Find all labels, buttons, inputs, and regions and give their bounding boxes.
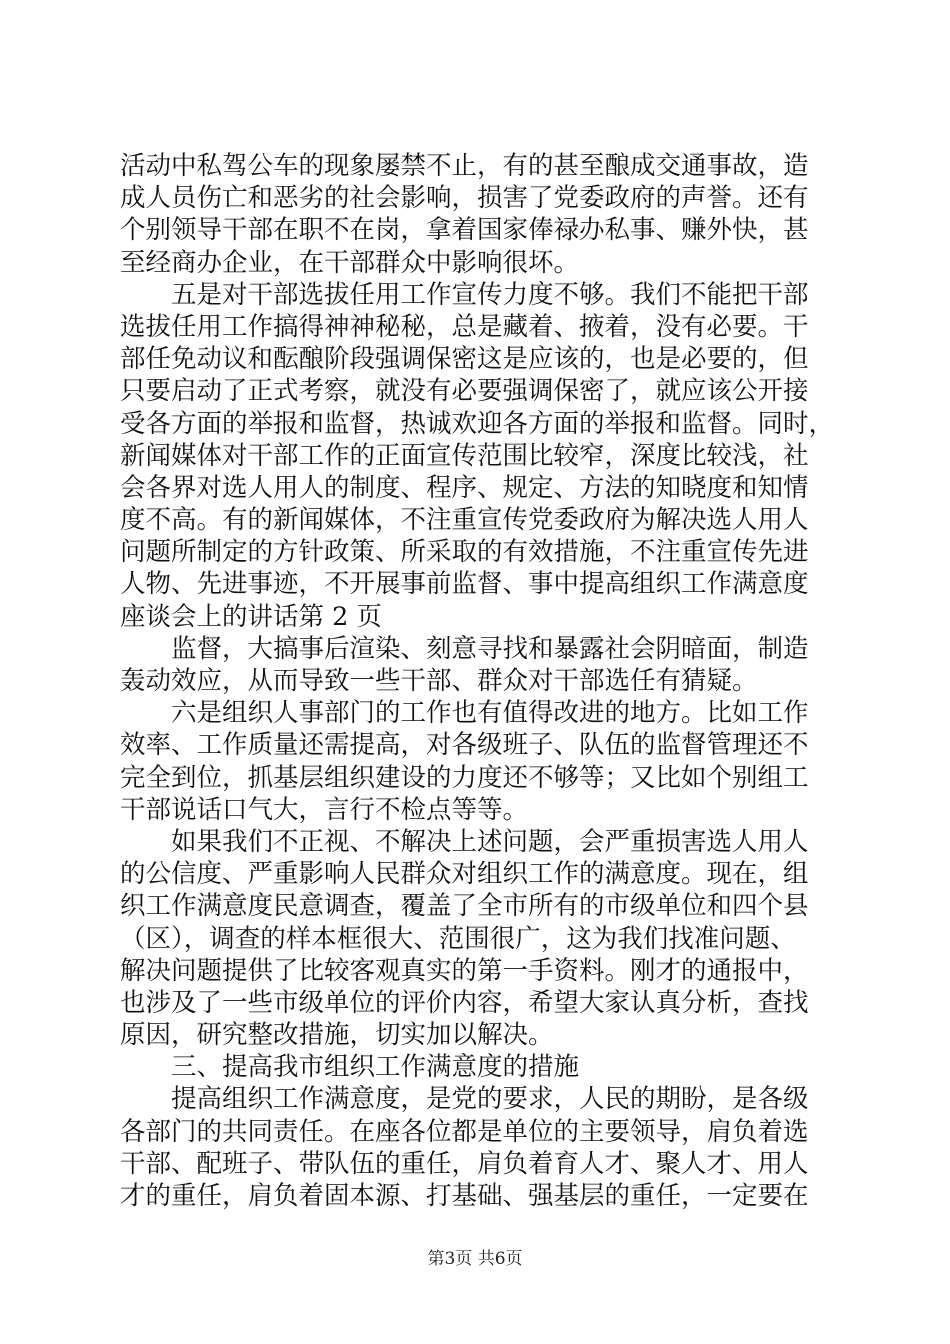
text-line: 选拔任用工作搞得神神秘秘，总是藏着、掖着，没有必要。干 xyxy=(120,311,809,342)
text-line: 个别领导干部在职不在岗，拿着国家俸禄办私事、赚外快，甚 xyxy=(120,215,809,246)
text-line: 问题所制定的方针政策、所采取的有效措施，不注重宣传先进 xyxy=(120,537,809,568)
text-line: 度不高。有的新闻媒体，不注重宣传党委政府为解决选人用人 xyxy=(120,505,809,536)
text-line: 受各方面的举报和监督，热诚欢迎各方面的举报和监督。同时， xyxy=(120,408,835,439)
text-line: 解决问题提供了比较客观真实的第一手资料。刚才的通报中， xyxy=(120,955,809,986)
document-body xyxy=(120,150,835,1212)
text-line: 效率、工作质量还需提高，对各级班子、队伍的监督管理还不 xyxy=(120,730,809,761)
text-line: 监督，大搞事后渲染、刻意寻找和暴露社会阴暗面，制造 xyxy=(120,633,809,664)
text-line: 会各界对选人用人的制度、程序、规定、方法的知晓度和知情 xyxy=(120,472,809,503)
text-line: 的公信度、严重影响人民群众对组织工作的满意度。现在，组 xyxy=(120,859,809,890)
text-line: 也涉及了一些市级单位的评价内容，希望大家认真分析，查找 xyxy=(120,987,809,1018)
text-line: 人物、先进事迹，不开展事前监督、事中提高组织工作满意度 xyxy=(120,569,809,600)
text-line: 新闻媒体对干部工作的正面宣传范围比较窄，深度比较浅，社 xyxy=(120,440,809,471)
text-line: 只要启动了正式考察，就没有必要强调保密了，就应该公开接 xyxy=(120,376,809,407)
text-line: 各部门的共同责任。在座各位都是单位的主要领导，肩负着选 xyxy=(120,1116,809,1147)
text-line: 提高组织工作满意度，是党的要求，人民的期盼，是各级 xyxy=(120,1084,809,1115)
text-line: 至经商办企业，在干部群众中影响很坏。 xyxy=(120,247,580,278)
text-line: 原因，研究整改措施，切实加以解决。 xyxy=(120,1020,554,1051)
text-line: 干部说话口气大，言行不检点等等。 xyxy=(120,794,529,825)
text-line: 活动中私驾公车的现象屡禁不止，有的甚至酿成交通事故，造 xyxy=(120,151,809,181)
text-line: 织工作满意度民意调查，覆盖了全市所有的市级单位和四个县 xyxy=(120,891,809,922)
text-line: 座谈会上的讲话第 2 页 xyxy=(120,601,382,632)
text-line: 部任免动议和酝酿阶段强调保密这是应该的，也是必要的，但 xyxy=(120,344,809,375)
page-footer: 第3页 共6页 xyxy=(427,1249,523,1269)
text-line: 六是组织人事部门的工作也有值得改进的地方。比如工作 xyxy=(120,698,809,729)
text-line: （区），调查的样本框很大、范围很广，这为我们找准问题、 xyxy=(120,923,796,954)
text-line: 三、提高我市组织工作满意度的措施 xyxy=(120,1052,580,1083)
text-line: 干部、配班子、带队伍的重任，肩负着育人才、聚人才、用人 xyxy=(120,1148,809,1179)
text-line: 完全到位，抓基层组织建设的力度还不够等；又比如个别组工 xyxy=(120,762,809,793)
text-line: 才的重任，肩负着固本源、打基础、强基层的重任，一定要在 xyxy=(120,1181,809,1211)
text-line: 成人员伤亡和恶劣的社会影响，损害了党委政府的声誉。还有 xyxy=(120,183,809,214)
text-line: 轰动效应，从而导致一些干部、群众对干部选任有猜疑。 xyxy=(120,666,758,696)
text-line: 如果我们不正视、不解决上述问题，会严重损害选人用人 xyxy=(120,826,809,857)
text-line: 五是对干部选拔任用工作宣传力度不够。我们不能把干部 xyxy=(120,279,809,310)
